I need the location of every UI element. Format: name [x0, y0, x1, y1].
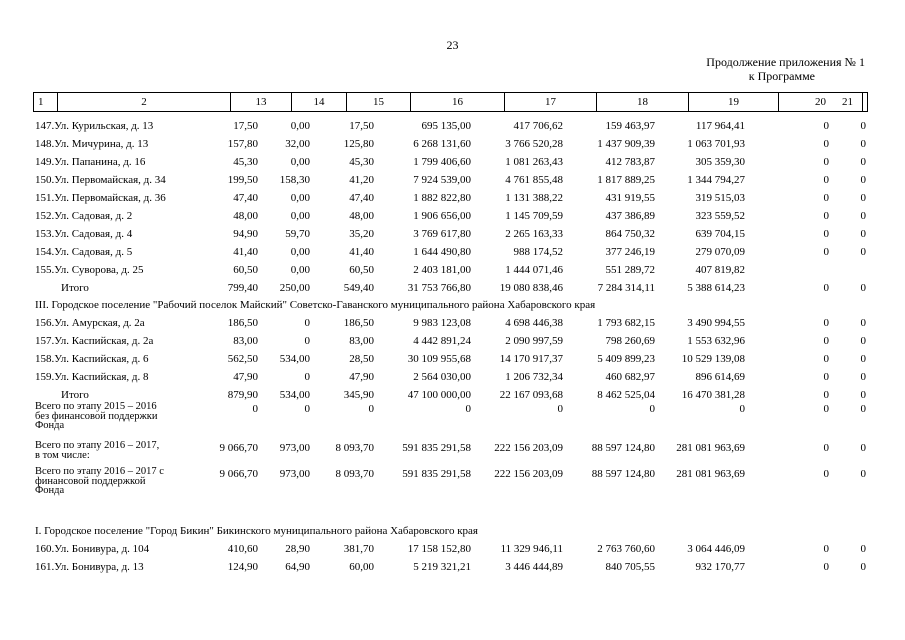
- table-row: [0, 263, 905, 277]
- value-cell-col19: 639 704,15: [695, 228, 745, 240]
- total-label-line: Фонда: [35, 485, 65, 496]
- address-text: Ул. Мичурина, д. 13: [54, 138, 149, 150]
- value-cell-col15: 8 093,70: [335, 468, 374, 480]
- value-cell-col14: 973,00: [279, 468, 310, 480]
- value-cell-col18: 551 289,72: [605, 264, 655, 276]
- total-label-line: Всего по этапу 2015 – 2016: [35, 401, 157, 412]
- value-cell-col18: 798 260,69: [605, 335, 655, 347]
- address-cell: [35, 155, 145, 169]
- value-cell-col20: 0: [823, 192, 829, 204]
- value-cell-col21: 0: [860, 120, 866, 132]
- address-text: Ул. Бонивура, д. 104: [54, 543, 150, 555]
- value-cell-col16: 1 644 490,80: [413, 246, 471, 258]
- value-cell-col16: 2 403 181,00: [413, 264, 471, 276]
- value-cell-col13: 799,40: [227, 282, 258, 294]
- address-cell: [35, 119, 153, 133]
- value-cell-col14: 0,00: [290, 210, 310, 222]
- value-cell-col19: 117 964,41: [695, 120, 745, 132]
- value-cell-col17: 988 174,52: [513, 246, 563, 258]
- header-cell-21: 21: [842, 96, 853, 108]
- value-cell-col19: 281 081 963,69: [676, 442, 745, 454]
- address-cell: [35, 227, 132, 241]
- value-cell-col17: 3 766 520,28: [505, 138, 563, 150]
- value-cell-col13: 410,60: [227, 543, 258, 555]
- value-cell-col21: 0: [860, 174, 866, 186]
- value-cell-col14: 0,00: [290, 246, 310, 258]
- value-cell-col13: 9 066,70: [219, 442, 258, 454]
- value-cell-col16: 31 753 766,80: [407, 282, 471, 294]
- value-cell-col14: 0,00: [290, 264, 310, 276]
- value-cell-col15: 47,90: [349, 371, 374, 383]
- address-cell: [35, 370, 149, 384]
- value-cell-col15: 345,90: [343, 389, 374, 401]
- value-cell-col13: 83,00: [233, 335, 258, 347]
- table-header: [33, 92, 868, 112]
- value-cell-col21: 0: [860, 138, 866, 150]
- header-cell-2: 2: [58, 93, 231, 111]
- value-cell-col14: 0: [304, 371, 310, 383]
- address-cell: [35, 137, 148, 151]
- address-cell: [35, 191, 166, 205]
- value-cell-col19: 3 490 994,55: [687, 317, 745, 329]
- value-cell-col21: 0: [860, 389, 866, 401]
- continuation-line-2: к Программе: [748, 69, 815, 83]
- value-cell-col21: 0: [860, 442, 866, 454]
- value-cell-col17: 19 080 838,46: [499, 282, 563, 294]
- row-number: 150.: [35, 174, 55, 186]
- table-row: [0, 542, 905, 556]
- table-row: [0, 227, 905, 241]
- value-cell-col20: 0: [823, 468, 829, 480]
- header-cell-19: 19: [689, 93, 779, 111]
- value-cell-col19: 1 553 632,96: [687, 335, 745, 347]
- address-cell: [35, 542, 149, 556]
- value-cell-col13: 47,90: [233, 371, 258, 383]
- value-cell-col17: 22 167 093,68: [499, 389, 563, 401]
- value-cell-col17: 1 206 732,34: [505, 371, 563, 383]
- value-cell-col14: 32,00: [285, 138, 310, 150]
- address-text: Ул. Суворова, д. 25: [54, 264, 144, 276]
- value-cell-col19: 319 515,03: [695, 192, 745, 204]
- row-number: 147.: [35, 120, 55, 132]
- address-text: Ул. Каспийская, д. 8: [54, 371, 149, 383]
- continuation-note: [706, 55, 865, 83]
- value-cell-col17: 1 131 388,22: [505, 192, 563, 204]
- table-row: [0, 191, 905, 205]
- value-cell-col17: 4 761 855,48: [505, 174, 563, 186]
- value-cell-col19: 5 388 614,23: [687, 282, 745, 294]
- table-row: [0, 334, 905, 348]
- value-cell-col17: 1 081 263,43: [505, 156, 563, 168]
- value-cell-col20: 0: [823, 317, 829, 329]
- value-cell-col15: 0: [368, 403, 374, 415]
- value-cell-col18: 1 437 909,39: [597, 138, 655, 150]
- value-cell-col20: 0: [823, 246, 829, 258]
- value-cell-col15: 8 093,70: [335, 442, 374, 454]
- value-cell-col15: 60,50: [349, 264, 374, 276]
- value-cell-col19: 323 559,52: [695, 210, 745, 222]
- header-cell-20: 20: [779, 93, 863, 111]
- value-cell-col20: 0: [823, 228, 829, 240]
- address-cell: [35, 334, 153, 348]
- value-cell-col16: 30 109 955,68: [407, 353, 471, 365]
- value-cell-col21: 0: [860, 468, 866, 480]
- value-cell-col16: 0: [465, 403, 471, 415]
- table-row: [0, 316, 905, 330]
- value-cell-col17: 1 444 071,46: [505, 264, 563, 276]
- subtotal-row: [0, 388, 905, 402]
- value-cell-col16: 17 158 152,80: [407, 543, 471, 555]
- value-cell-col13: 47,40: [233, 192, 258, 204]
- value-cell-col20: 0: [823, 174, 829, 186]
- value-cell-col21: 0: [860, 192, 866, 204]
- table-row: [0, 245, 905, 259]
- total-label-line: финансовой поддержкой: [35, 475, 146, 487]
- value-cell-col17: 417 706,62: [513, 120, 563, 132]
- total-row: [0, 466, 905, 496]
- value-cell-col18: 159 463,97: [605, 120, 655, 132]
- value-cell-col15: 17,50: [349, 120, 374, 132]
- address-cell: [35, 316, 145, 330]
- value-cell-col20: 0: [823, 210, 829, 222]
- value-cell-col13: 186,50: [227, 317, 258, 329]
- subtotal-row: [0, 281, 905, 295]
- value-cell-col16: 3 769 617,80: [413, 228, 471, 240]
- value-cell-col21: 0: [860, 561, 866, 573]
- value-cell-col18: 840 705,55: [605, 561, 655, 573]
- address-text: Итого: [61, 389, 89, 401]
- row-number: 153.: [35, 228, 55, 240]
- total-label: [35, 402, 200, 431]
- value-cell-col20: 0: [823, 403, 829, 415]
- value-cell-col19: 10 529 139,08: [681, 353, 745, 365]
- value-cell-col21: 0: [860, 371, 866, 383]
- value-cell-col18: 7 284 314,11: [597, 282, 655, 294]
- value-cell-col15: 28,50: [349, 353, 374, 365]
- value-cell-col13: 157,80: [227, 138, 258, 150]
- address-cell: [35, 560, 144, 574]
- value-cell-col18: 412 783,87: [605, 156, 655, 168]
- value-cell-col19: 3 064 446,09: [687, 543, 745, 555]
- row-number: 151.: [35, 192, 55, 204]
- value-cell-col14: 0: [304, 317, 310, 329]
- value-cell-col13: 48,00: [233, 210, 258, 222]
- value-cell-col13: 199,50: [227, 174, 258, 186]
- value-cell-col13: 0: [252, 403, 258, 415]
- value-cell-col18: 88 597 124,80: [591, 468, 655, 480]
- total-label-line: Всего по этапу 2016 – 2017,: [35, 440, 160, 451]
- value-cell-col19: 1 344 794,27: [687, 174, 745, 186]
- value-cell-col17: 222 156 203,09: [494, 468, 563, 480]
- value-cell-col15: 41,20: [349, 174, 374, 186]
- value-cell-col16: 1 882 822,80: [413, 192, 471, 204]
- row-number: 160.: [35, 543, 55, 555]
- header-cell-14: 14: [292, 93, 347, 111]
- value-cell-col17: 4 698 446,38: [505, 317, 563, 329]
- value-cell-col21: 0: [860, 317, 866, 329]
- value-cell-col15: 83,00: [349, 335, 374, 347]
- value-cell-col14: 534,00: [279, 353, 310, 365]
- value-cell-col18: 1 793 682,15: [597, 317, 655, 329]
- value-cell-col14: 0: [304, 403, 310, 415]
- value-cell-col17: 0: [557, 403, 563, 415]
- value-cell-col16: 47 100 000,00: [407, 389, 471, 401]
- row-number: 155.: [35, 264, 55, 276]
- value-cell-col16: 1 906 656,00: [413, 210, 471, 222]
- header-cell-16: 16: [411, 93, 505, 111]
- row-number: 157.: [35, 335, 55, 347]
- total-label-line: Фонда: [35, 420, 65, 431]
- value-cell-col17: 222 156 203,09: [494, 442, 563, 454]
- value-cell-col16: 7 924 539,00: [413, 174, 471, 186]
- value-cell-col19: 305 359,30: [695, 156, 745, 168]
- value-cell-col16: 591 835 291,58: [402, 468, 471, 480]
- value-cell-col14: 64,90: [285, 561, 310, 573]
- value-cell-col13: 60,50: [233, 264, 258, 276]
- value-cell-col17: 11 329 946,11: [500, 543, 563, 555]
- value-cell-col15: 549,40: [343, 282, 374, 294]
- value-cell-col18: 437 386,89: [605, 210, 655, 222]
- value-cell-col20: 0: [823, 138, 829, 150]
- header-cell-15: 15: [347, 93, 411, 111]
- value-cell-col18: 88 597 124,80: [591, 442, 655, 454]
- value-cell-col20: 0: [823, 543, 829, 555]
- table-row: [0, 370, 905, 384]
- value-cell-col21: 0: [860, 403, 866, 415]
- value-cell-col13: 94,90: [233, 228, 258, 240]
- row-number: 152.: [35, 210, 55, 222]
- value-cell-col13: 879,90: [227, 389, 258, 401]
- value-cell-col15: 41,40: [349, 246, 374, 258]
- value-cell-col15: 47,40: [349, 192, 374, 204]
- value-cell-col14: 0,00: [290, 192, 310, 204]
- value-cell-col17: 2 090 997,59: [505, 335, 563, 347]
- value-cell-col13: 124,90: [227, 561, 258, 573]
- header-cell-18: 18: [597, 93, 689, 111]
- address-cell: [35, 173, 166, 187]
- value-cell-col20: 0: [823, 156, 829, 168]
- value-cell-col16: 9 983 123,08: [413, 317, 471, 329]
- value-cell-col14: 250,00: [279, 282, 310, 294]
- address-text: Итого: [61, 282, 89, 294]
- value-cell-col21: 0: [860, 228, 866, 240]
- value-cell-col20: 0: [823, 371, 829, 383]
- value-cell-col13: 41,40: [233, 246, 258, 258]
- continuation-line-1: Продолжение приложения № 1: [706, 55, 865, 69]
- value-cell-col21: 0: [860, 210, 866, 222]
- total-row: [0, 440, 905, 461]
- value-cell-col20: 0: [823, 335, 829, 347]
- table-row: [0, 155, 905, 169]
- value-cell-col18: 377 246,19: [605, 246, 655, 258]
- value-cell-col14: 59,70: [285, 228, 310, 240]
- value-cell-col14: 0: [304, 335, 310, 347]
- value-cell-col16: 2 564 030,00: [413, 371, 471, 383]
- value-cell-col19: 281 081 963,69: [676, 468, 745, 480]
- table-row: [0, 119, 905, 133]
- value-cell-col18: 864 750,32: [605, 228, 655, 240]
- value-cell-col21: 0: [860, 543, 866, 555]
- value-cell-col20: 0: [823, 561, 829, 573]
- section-title: I. Городское поселение "Город Бикин" Бикинского муниципального района Хабаровского края: [35, 525, 478, 537]
- value-cell-col15: 186,50: [343, 317, 374, 329]
- table-row: [0, 137, 905, 151]
- value-cell-col20: 0: [823, 282, 829, 294]
- address-cell: [35, 245, 132, 259]
- value-cell-col16: 4 442 891,24: [413, 335, 471, 347]
- value-cell-col21: 0: [860, 353, 866, 365]
- total-label-line: без финансовой поддержки: [35, 410, 158, 422]
- value-cell-col17: 14 170 917,37: [499, 353, 563, 365]
- header-cell-13: 13: [231, 93, 292, 111]
- value-cell-col14: 0,00: [290, 120, 310, 132]
- row-number: 159.: [35, 371, 55, 383]
- table-row: [0, 209, 905, 223]
- value-cell-col19: 279 070,09: [695, 246, 745, 258]
- total-row: [0, 401, 905, 431]
- value-cell-col18: 460 682,97: [605, 371, 655, 383]
- value-cell-col16: 1 799 406,60: [413, 156, 471, 168]
- address-cell: [35, 281, 89, 295]
- header-cell-1: 1: [34, 93, 58, 111]
- value-cell-col15: 35,20: [349, 228, 374, 240]
- value-cell-col20: 0: [823, 442, 829, 454]
- header-cell-17: 17: [505, 93, 597, 111]
- value-cell-col18: 8 462 525,04: [597, 389, 655, 401]
- address-text: Ул. Садовая, д. 5: [54, 246, 133, 258]
- value-cell-col21: 0: [860, 282, 866, 294]
- value-cell-col13: 17,50: [233, 120, 258, 132]
- address-cell: [35, 209, 132, 223]
- row-number: 161.: [35, 561, 55, 573]
- value-cell-col19: 932 170,77: [695, 561, 745, 573]
- value-cell-col15: 60,00: [349, 561, 374, 573]
- value-cell-col13: 45,30: [233, 156, 258, 168]
- value-cell-col19: 1 063 701,93: [687, 138, 745, 150]
- address-text: Ул. Амурская, д. 2а: [54, 317, 145, 329]
- value-cell-col19: 16 470 381,28: [681, 389, 745, 401]
- value-cell-col18: 0: [649, 403, 655, 415]
- value-cell-col15: 125,80: [343, 138, 374, 150]
- value-cell-col14: 973,00: [279, 442, 310, 454]
- value-cell-col18: 1 817 889,25: [597, 174, 655, 186]
- value-cell-col13: 9 066,70: [219, 468, 258, 480]
- page-number: 23: [446, 38, 459, 52]
- address-text: Ул. Бонивура, д. 13: [54, 561, 144, 573]
- value-cell-col18: 5 409 899,23: [597, 353, 655, 365]
- table-row: [0, 352, 905, 366]
- value-cell-col20: 0: [823, 353, 829, 365]
- section-heading: [0, 298, 905, 312]
- address-text: Ул. Садовая, д. 2: [54, 210, 133, 222]
- section-heading: [0, 524, 905, 538]
- table-row: [0, 560, 905, 574]
- value-cell-col14: 28,90: [285, 543, 310, 555]
- value-cell-col21: 0: [860, 335, 866, 347]
- address-text: Ул. Папанина, д. 16: [54, 156, 146, 168]
- address-text: Ул. Садовая, д. 4: [54, 228, 133, 240]
- address-cell: [35, 352, 149, 366]
- value-cell-col16: 5 219 321,21: [413, 561, 471, 573]
- address-cell: [35, 263, 144, 277]
- total-label-line: в том числе:: [35, 449, 90, 461]
- value-cell-col17: 3 446 444,89: [505, 561, 563, 573]
- value-cell-col14: 158,30: [279, 174, 310, 186]
- total-label-line: Всего по этапу 2016 – 2017 с: [35, 466, 164, 477]
- value-cell-col19: 896 614,69: [695, 371, 745, 383]
- value-cell-col19: 407 819,82: [695, 264, 745, 276]
- value-cell-col14: 534,00: [279, 389, 310, 401]
- value-cell-col17: 1 145 709,59: [505, 210, 563, 222]
- value-cell-col16: 695 135,00: [421, 120, 471, 132]
- value-cell-col17: 2 265 163,33: [505, 228, 563, 240]
- section-title: III. Городское поселение "Рабочий поселок Майский" Советско-Гаванского муниципального района Хабаровского края: [35, 299, 596, 311]
- value-cell-col20: 0: [823, 389, 829, 401]
- row-number: 156.: [35, 317, 55, 329]
- value-cell-col14: 0,00: [290, 156, 310, 168]
- value-cell-col21: 0: [860, 246, 866, 258]
- address-text: Ул. Каспийская, д. 6: [54, 353, 149, 365]
- address-cell: [35, 388, 89, 402]
- value-cell-col21: 0: [860, 156, 866, 168]
- row-number: 154.: [35, 246, 55, 258]
- value-cell-col13: 562,50: [227, 353, 258, 365]
- value-cell-col20: 0: [823, 120, 829, 132]
- row-number: 149.: [35, 156, 55, 168]
- value-cell-col15: 381,70: [343, 543, 374, 555]
- total-label: [35, 467, 200, 496]
- value-cell-col19: 0: [739, 403, 745, 415]
- address-text: Ул. Каспийская, д. 2а: [54, 335, 154, 347]
- value-cell-col16: 6 268 131,60: [413, 138, 471, 150]
- value-cell-col18: 431 919,55: [605, 192, 655, 204]
- value-cell-col16: 591 835 291,58: [402, 442, 471, 454]
- value-cell-col18: 2 763 760,60: [597, 543, 655, 555]
- address-text: Ул. Первомайская, д. 34: [54, 174, 166, 186]
- table-row: [0, 173, 905, 187]
- value-cell-col15: 45,30: [349, 156, 374, 168]
- value-cell-col15: 48,00: [349, 210, 374, 222]
- row-number: 148.: [35, 138, 55, 150]
- address-text: Ул. Курильская, д. 13: [54, 120, 154, 132]
- row-number: 158.: [35, 353, 55, 365]
- address-text: Ул. Первомайская, д. 36: [54, 192, 166, 204]
- total-label: [35, 441, 200, 460]
